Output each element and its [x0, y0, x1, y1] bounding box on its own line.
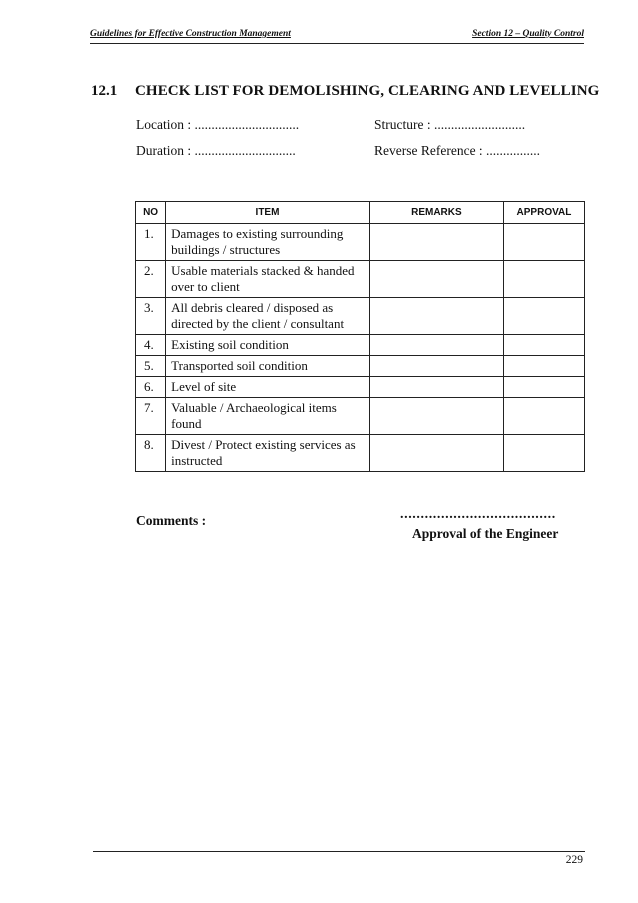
row-item: Level of site — [166, 377, 370, 398]
table-row — [136, 398, 585, 435]
approval-cell[interactable] — [503, 398, 584, 435]
table-row — [136, 435, 585, 472]
header-document-title: Guidelines for Effective Construction Management — [90, 29, 291, 39]
approval-cell[interactable] — [503, 377, 584, 398]
approval-cell[interactable] — [503, 224, 584, 261]
comments-label: Comments : — [136, 513, 207, 528]
approval-cell[interactable] — [503, 356, 584, 377]
row-item: Transported soil condition — [166, 356, 370, 377]
duration-field: Duration : .............................. — [136, 143, 296, 158]
reverse-reference-field: Reverse Reference : ................ — [374, 143, 541, 158]
approval-cell[interactable] — [503, 298, 584, 335]
row-item: Usable materials stacked & handed over to client — [166, 261, 370, 298]
table-row — [136, 377, 585, 398]
approval-of-engineer-label: Approval of the Engineer — [412, 526, 559, 541]
row-item: Existing soil condition — [166, 335, 370, 356]
column-header-approval: APPROVAL — [503, 202, 584, 224]
remarks-cell[interactable] — [369, 335, 503, 356]
column-header-remarks: REMARKS — [369, 202, 503, 224]
row-item: Divest / Protect existing services as instructed — [166, 435, 370, 472]
section-title: CHECK LIST FOR DEMOLISHING, CLEARING AND LEVELLING — [135, 83, 600, 99]
remarks-cell[interactable] — [369, 398, 503, 435]
table-row — [136, 224, 585, 261]
row-number: 4. — [136, 335, 166, 356]
column-header-no: NO — [136, 202, 166, 224]
approval-cell[interactable] — [503, 335, 584, 356]
section-number: 12.1 — [91, 83, 118, 99]
table-row — [136, 335, 585, 356]
table-header-row — [136, 202, 585, 224]
remarks-cell[interactable] — [369, 298, 503, 335]
row-item: Valuable / Archaeological items found — [166, 398, 370, 435]
table-row — [136, 356, 585, 377]
approval-cell[interactable] — [503, 261, 584, 298]
location-field: Location : ............................... — [136, 117, 300, 132]
remarks-cell[interactable] — [369, 435, 503, 472]
page-number: 229 — [565, 854, 583, 866]
approval-cell[interactable] — [503, 435, 584, 472]
page-header — [90, 29, 584, 44]
row-number: 3. — [136, 298, 166, 335]
row-number: 6. — [136, 377, 166, 398]
checklist-table — [135, 201, 585, 472]
header-section-title: Section 12 – Quality Control — [472, 29, 584, 39]
table-row — [136, 298, 585, 335]
structure-field: Structure : ........................... — [374, 117, 526, 132]
row-number: 5. — [136, 356, 166, 377]
remarks-cell[interactable] — [369, 261, 503, 298]
remarks-cell[interactable] — [369, 356, 503, 377]
row-item: All debris cleared / disposed as directed by the client / consultant — [166, 298, 370, 335]
footer-divider — [93, 851, 585, 852]
row-item: Damages to existing surrounding buildings / structures — [166, 224, 370, 261]
remarks-cell[interactable] — [369, 377, 503, 398]
table-row — [136, 261, 585, 298]
row-number: 2. — [136, 261, 166, 298]
signature-line: ...................................... — [400, 507, 556, 522]
column-header-item: ITEM — [166, 202, 370, 224]
row-number: 1. — [136, 224, 166, 261]
row-number: 7. — [136, 398, 166, 435]
remarks-cell[interactable] — [369, 224, 503, 261]
row-number: 8. — [136, 435, 166, 472]
